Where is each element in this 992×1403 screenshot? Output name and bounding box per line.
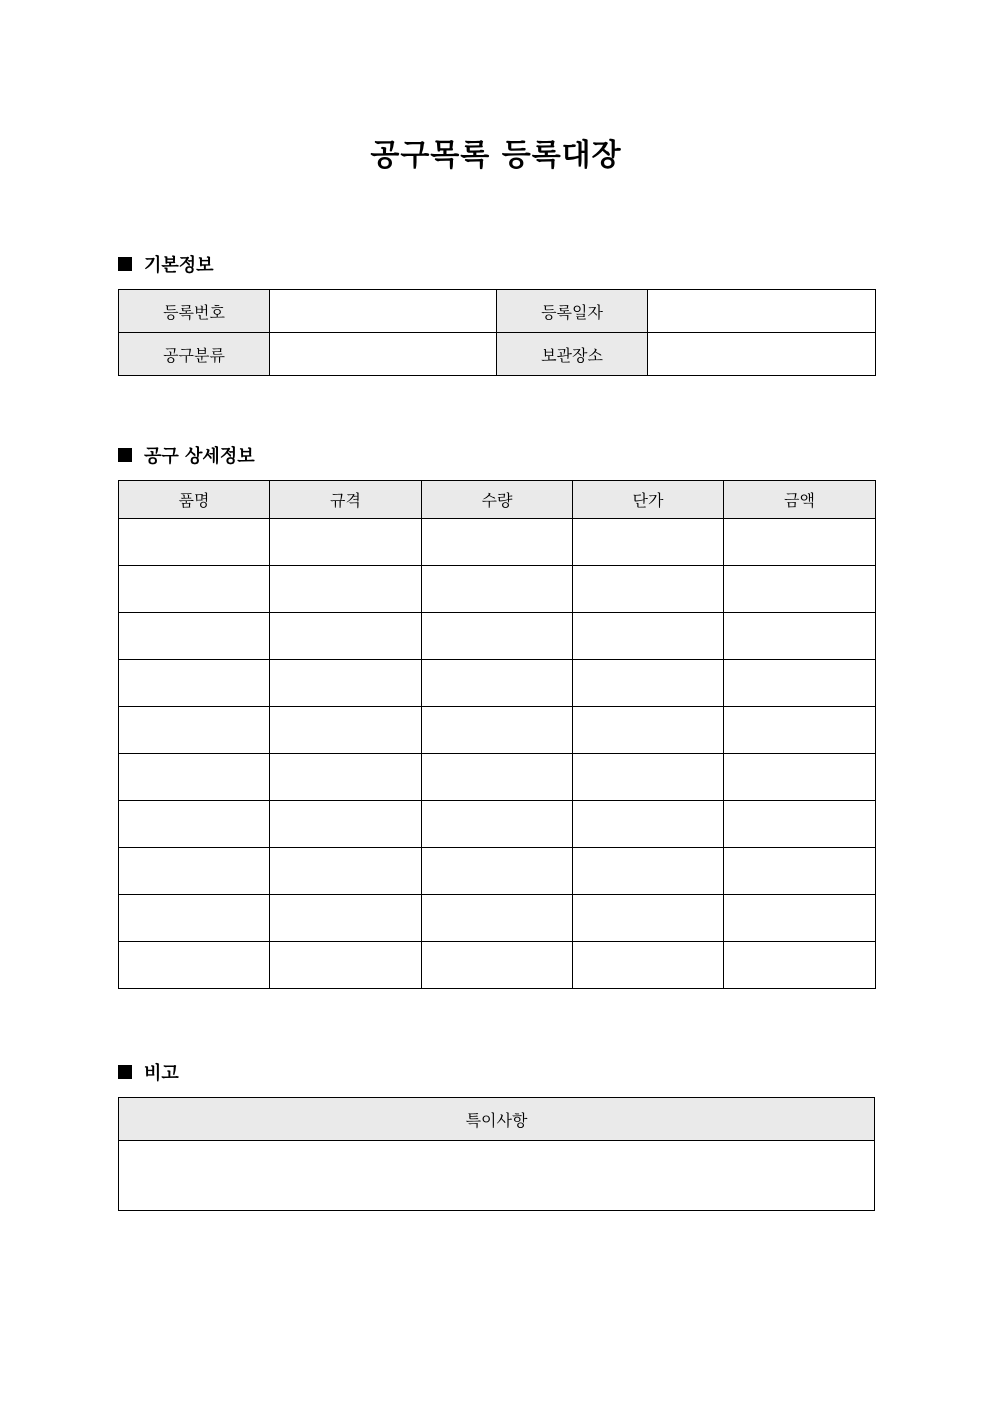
registration-date-label: 등록일자 — [497, 290, 648, 333]
column-header-unit-price: 단가 — [573, 481, 724, 519]
amount-cell[interactable] — [724, 801, 876, 848]
spec-cell[interactable] — [270, 707, 422, 754]
spec-cell[interactable] — [270, 848, 422, 895]
spec-cell[interactable] — [270, 519, 422, 566]
item-name-cell[interactable] — [119, 942, 270, 989]
basic-info-row — [119, 290, 876, 333]
item-name-cell[interactable] — [119, 660, 270, 707]
special-notes-label: 특이사항 — [119, 1098, 875, 1141]
quantity-cell[interactable] — [422, 848, 573, 895]
quantity-cell[interactable] — [422, 754, 573, 801]
storage-location-field[interactable] — [648, 333, 876, 376]
unit-price-cell[interactable] — [573, 519, 724, 566]
column-header-amount: 금액 — [724, 481, 876, 519]
basic-info-heading — [118, 252, 214, 276]
unit-price-cell[interactable] — [573, 613, 724, 660]
square-bullet-icon — [118, 1065, 132, 1079]
table-row — [119, 942, 876, 989]
spec-cell[interactable] — [270, 754, 422, 801]
amount-cell[interactable] — [724, 566, 876, 613]
basic-info-row — [119, 333, 876, 376]
square-bullet-icon — [118, 257, 132, 271]
remarks-heading — [118, 1060, 179, 1084]
column-header-spec: 규격 — [270, 481, 422, 519]
details-heading-text: 공구 상세정보 — [144, 446, 255, 467]
spec-cell[interactable] — [270, 566, 422, 613]
item-name-cell[interactable] — [119, 754, 270, 801]
item-name-cell[interactable] — [119, 707, 270, 754]
unit-price-cell[interactable] — [573, 942, 724, 989]
unit-price-cell[interactable] — [573, 754, 724, 801]
item-name-cell[interactable] — [119, 848, 270, 895]
unit-price-cell[interactable] — [573, 707, 724, 754]
details-heading — [118, 443, 255, 467]
amount-cell[interactable] — [724, 754, 876, 801]
column-header-quantity: 수량 — [422, 481, 573, 519]
quantity-cell[interactable] — [422, 895, 573, 942]
spec-cell[interactable] — [270, 660, 422, 707]
table-row — [119, 519, 876, 566]
square-bullet-icon — [118, 448, 132, 462]
quantity-cell[interactable] — [422, 519, 573, 566]
unit-price-cell[interactable] — [573, 566, 724, 613]
table-row — [119, 566, 876, 613]
quantity-cell[interactable] — [422, 660, 573, 707]
document-title: 공구목록 등록대장 — [370, 138, 622, 173]
remarks-heading-text: 비고 — [144, 1063, 179, 1084]
remarks-body-row — [119, 1141, 875, 1211]
table-row — [119, 660, 876, 707]
remarks-table — [118, 1097, 875, 1211]
amount-cell[interactable] — [724, 660, 876, 707]
quantity-cell[interactable] — [422, 613, 573, 660]
table-row — [119, 754, 876, 801]
table-row — [119, 613, 876, 660]
spec-cell[interactable] — [270, 895, 422, 942]
item-name-cell[interactable] — [119, 519, 270, 566]
unit-price-cell[interactable] — [573, 895, 724, 942]
amount-cell[interactable] — [724, 613, 876, 660]
spec-cell[interactable] — [270, 942, 422, 989]
remarks-header-row — [119, 1098, 875, 1141]
item-name-cell[interactable] — [119, 566, 270, 613]
table-row — [119, 895, 876, 942]
storage-location-label: 보관장소 — [497, 333, 648, 376]
unit-price-cell[interactable] — [573, 660, 724, 707]
quantity-cell[interactable] — [422, 566, 573, 613]
unit-price-cell[interactable] — [573, 848, 724, 895]
spec-cell[interactable] — [270, 613, 422, 660]
column-header-item-name: 품명 — [119, 481, 270, 519]
details-header-row — [119, 481, 876, 519]
quantity-cell[interactable] — [422, 707, 573, 754]
quantity-cell[interactable] — [422, 801, 573, 848]
tool-category-label: 공구분류 — [119, 333, 270, 376]
registration-number-field[interactable] — [270, 290, 497, 333]
quantity-cell[interactable] — [422, 942, 573, 989]
special-notes-field[interactable] — [119, 1141, 875, 1211]
spec-cell[interactable] — [270, 801, 422, 848]
amount-cell[interactable] — [724, 848, 876, 895]
basic-info-heading-text: 기본정보 — [144, 255, 214, 276]
item-name-cell[interactable] — [119, 801, 270, 848]
amount-cell[interactable] — [724, 707, 876, 754]
registration-date-field[interactable] — [648, 290, 876, 333]
basic-info-table — [118, 289, 876, 376]
tool-details-table — [118, 480, 876, 989]
table-row — [119, 848, 876, 895]
amount-cell[interactable] — [724, 895, 876, 942]
item-name-cell[interactable] — [119, 613, 270, 660]
table-row — [119, 707, 876, 754]
item-name-cell[interactable] — [119, 895, 270, 942]
registration-number-label: 등록번호 — [119, 290, 270, 333]
unit-price-cell[interactable] — [573, 801, 724, 848]
amount-cell[interactable] — [724, 942, 876, 989]
tool-category-field[interactable] — [270, 333, 497, 376]
table-row — [119, 801, 876, 848]
amount-cell[interactable] — [724, 519, 876, 566]
